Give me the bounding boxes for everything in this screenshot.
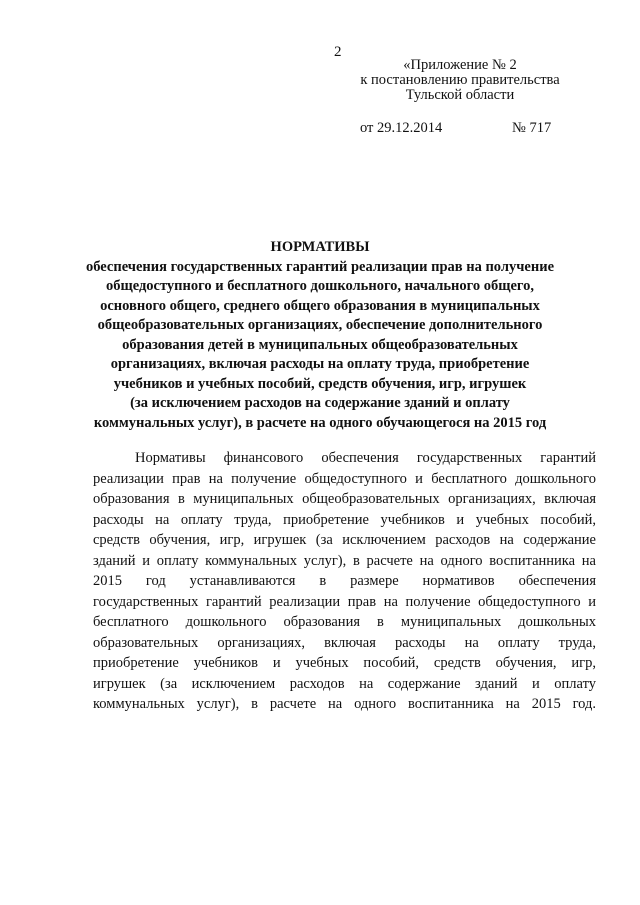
body-line: реализации прав на получение общедоступного и бесплатного дошкольного [93,470,596,487]
title-line: обеспечения государственных гарантий реализации прав на получение [85,258,554,275]
document-title [60,238,580,433]
decree-reference [360,120,552,137]
body-line: образовательных организациях, включая расходы на оплату труда, [93,634,596,651]
title-line: организациях, включая расходы на оплату труда, приобретение [110,356,530,372]
title-line: (за исключением расходов на содержание зданий и оплату [130,395,510,411]
appendix-line: к постановлению правительства [360,72,560,88]
title-line: общеобразовательных организациях, обеспечение дополнительного [97,317,543,333]
title-heading: НОРМАТИВЫ [270,239,370,255]
body-line: государственных гарантий реализации прав на получение общедоступного и [93,593,596,610]
body-line: средств обучения, игр, игрушек (за исключением расходов на содержание [93,532,596,548]
body-line: бесплатного дошкольного образования в муниципальных дошкольных [93,614,596,630]
body-line: Нормативы финансового обеспечения государственных гарантий [135,450,596,466]
body-line: приобретение учебников и учебных пособий, средств обучения, игр, [93,655,596,671]
title-line: образования детей в муниципальных общеобразовательных [122,336,518,353]
decree-date: от 29.12.2014 [360,120,443,136]
title-line: коммунальных услуг), в расчете на одного обучающегося на 2015 год [93,414,547,431]
title-line: общедоступного и бесплатного дошкольного, начального общего, [105,278,535,294]
title-line: учебников и учебных пособий, средств обучения, игр, игрушек [113,375,527,392]
body-line: расходы на оплату труда, приобретение учебников и учебных пособий, [93,511,596,528]
appendix-header [330,58,590,103]
body-line: игрушек (за исключением расходов на содержание зданий и оплату [93,675,596,692]
appendix-line: Тульской области [405,87,515,103]
appendix-line: «Приложение № 2 [403,57,517,73]
body-line: зданий и оплату коммунальных услуг), в расчете на одного воспитанника на [93,552,596,569]
body-paragraph [93,448,596,715]
page-number: 2 [334,44,342,60]
body-line: коммунальных услуг), в расчете на одного воспитанника на 2015 год. [93,696,596,712]
body-line: 2015 год устанавливаются в размере нормативов обеспечения [93,573,596,589]
decree-number: № 717 [512,120,552,136]
body-line: образования в муниципальных общеобразовательных организациях, включая [93,491,596,507]
title-line: основного общего, среднего общего образования в муниципальных [100,297,540,314]
